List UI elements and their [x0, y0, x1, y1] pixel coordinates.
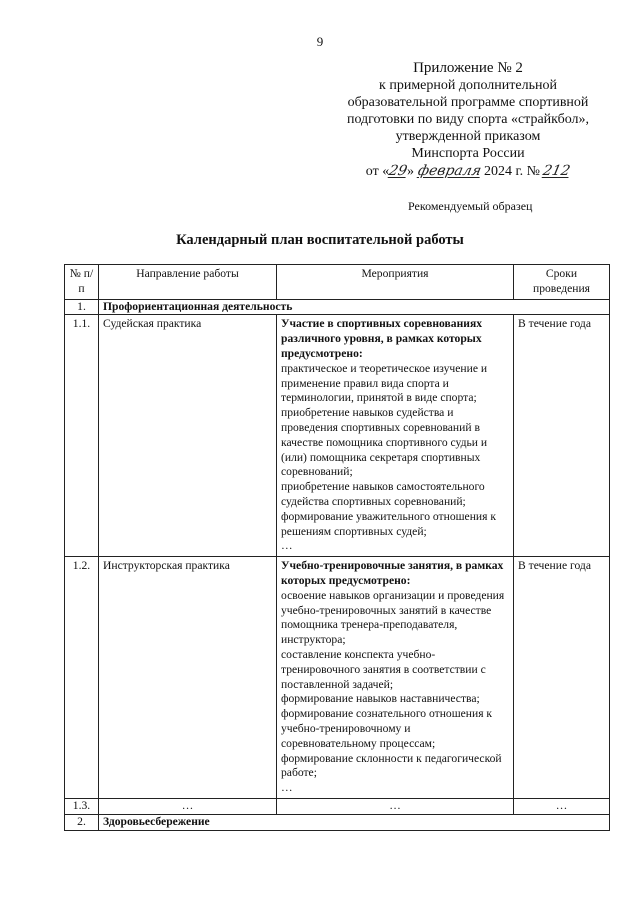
document-title: Календарный план воспитательной работы	[176, 232, 464, 248]
handwritten-day: 29	[387, 163, 409, 179]
calendar-plan-table	[64, 264, 610, 831]
event-title: Участие в спортивных соревнованиях различного уровня, в рамках которых предусмотрено:	[281, 317, 483, 360]
table-header-row	[65, 265, 610, 300]
appendix-line-4: подготовки по виду спорта «страйкбол»,	[346, 112, 590, 127]
table-row	[65, 799, 610, 815]
section-row	[65, 299, 610, 315]
header-terms: Сроки проведения	[514, 265, 610, 300]
row-num: 1.1.	[65, 315, 99, 557]
event-item: формирование уважительного отношения к решениям спортивных судей;	[281, 509, 496, 538]
event-item: приобретение навыков самостоятельного судейства спортивных соревнований;	[281, 480, 485, 508]
event-item: составление конспекта учебно-тренировочного занятия в соответствии с поставленной задачей;	[281, 647, 486, 691]
event-ellipsis: …	[281, 539, 293, 553]
event-item: приобретение навыков судейства и проведения спортивных соревнований в качестве помощника спортивного судьи и (или) помощника секретаря спортивных соревнований;	[281, 406, 488, 479]
section-num: 1.	[65, 299, 99, 315]
event-ellipsis: …	[281, 781, 293, 795]
year-text: 2024 г. №	[483, 164, 540, 179]
row-direction: Судейская практика	[99, 315, 277, 557]
appendix-line-6: Минспорта России	[411, 146, 525, 161]
event-item: формирование сознательного отношения к учебно-тренировочному и соревновательному процессам;	[281, 707, 493, 750]
event-item: формирование навыков наставничества;	[281, 692, 480, 706]
row-num: 1.3.	[65, 799, 99, 815]
appendix-block	[318, 60, 618, 180]
appendix-line-5: утвержденной приказом	[395, 129, 541, 144]
row-events	[277, 557, 514, 799]
event-item: формирование склонности к педагогической работе;	[281, 751, 502, 780]
section-title: Здоровьесбережение	[99, 814, 610, 830]
order-date-line	[318, 163, 618, 180]
appendix-line-2: к примерной дополнительной	[379, 78, 557, 93]
appendix-line-1: Приложение № 2	[413, 60, 523, 76]
header-num: № п/п	[65, 265, 99, 300]
event-item: практическое и теоретическое изучение и применение правил вида спорта и терминологии, принятой в виде спорта;	[281, 361, 488, 405]
handwritten-month: февраля	[415, 163, 483, 179]
date-prefix: от «	[365, 164, 390, 179]
row-term: …	[514, 799, 610, 815]
header-direction: Направление работы	[99, 265, 277, 300]
handwritten-order-number: 212	[541, 163, 573, 179]
section-row	[65, 814, 610, 830]
header-events: Мероприятия	[277, 265, 514, 300]
date-quote-close: »	[407, 164, 415, 179]
row-term: В течение года	[514, 557, 610, 799]
event-title: Учебно-тренировочные занятия, в рамках которых предусмотрено:	[281, 559, 504, 587]
row-direction: Инструкторская практика	[99, 557, 277, 799]
appendix-line-3: образовательной программе спортивной	[347, 95, 589, 110]
section-title: Профориентационная деятельность	[99, 299, 610, 315]
row-direction: …	[99, 799, 277, 815]
table-row	[65, 315, 610, 557]
page-number: 9	[316, 34, 324, 49]
recommended-sample-label: Рекомендуемый образец	[408, 199, 533, 213]
event-item: освоение навыков организации и проведения учебно-тренировочных занятий в качестве помощника тренера-преподавателя, инструктора;	[281, 588, 505, 647]
row-num: 1.2.	[65, 557, 99, 799]
row-events: …	[277, 799, 514, 815]
row-term: В течение года	[514, 315, 610, 557]
row-events	[277, 315, 514, 557]
section-num: 2.	[65, 814, 99, 830]
table-row	[65, 557, 610, 799]
